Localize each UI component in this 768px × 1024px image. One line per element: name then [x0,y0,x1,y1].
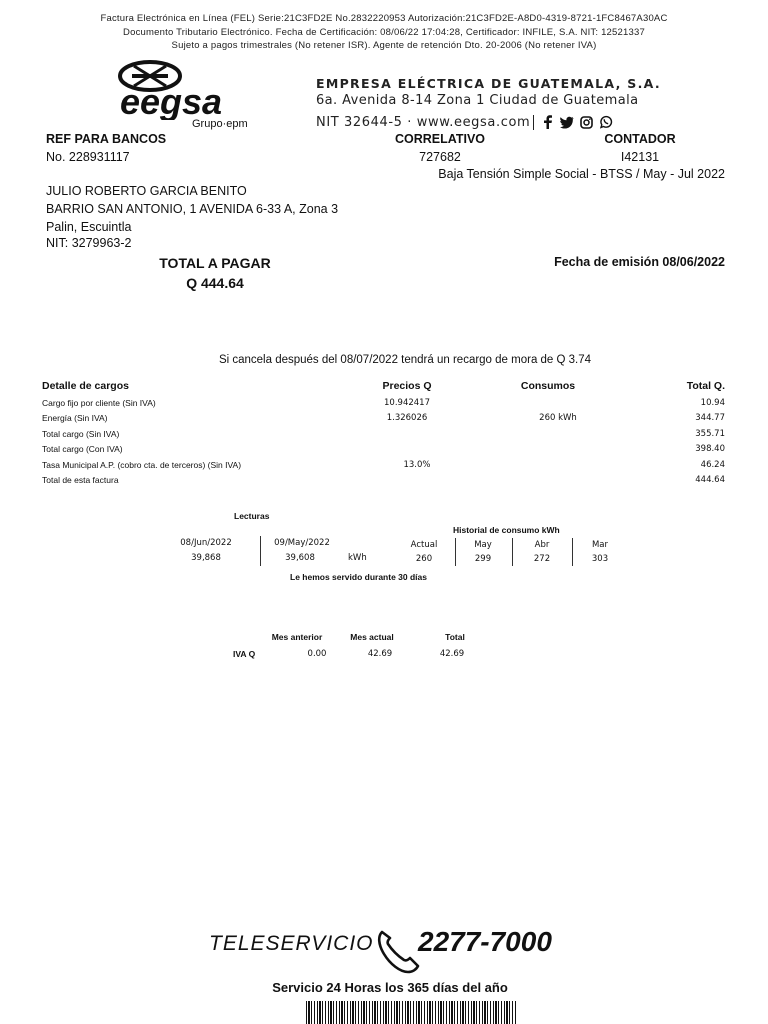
instagram-icon[interactable] [580,116,593,129]
tariff-period: Baja Tensión Simple Social - BTSS / May - Jul 2022 [438,167,725,181]
history-value-may: 299 [474,554,492,564]
charge-row-desc: Total cargo (Con IVA) [42,444,123,454]
charges-header-consumption: Consumos [520,380,576,392]
facebook-icon[interactable] [542,115,554,129]
history-title: Historial de consumo kWh [453,525,560,535]
charge-row-desc: Cargo fijo por cliente (Sin IVA) [42,398,156,408]
customer-address-2: Palin, Escuintla [46,220,132,234]
emission-date: Fecha de emisión 08/06/2022 [554,255,725,269]
iva-row-label: IVA Q [233,649,256,659]
history-label-may: May [474,540,492,550]
service-days: Le hemos servido durante 30 días [290,572,427,582]
service-hours: Servicio 24 Horas los 365 días del año [272,980,508,995]
iva-header-current: Mes actual [350,632,394,642]
fel-line-1: Factura Electrónica en Línea (FEL) Serie:21C3FD2E No.2832220953 Autorización:21C3FD2E-A8D0-4319-8721-1FC8467A30AC [100,13,668,24]
charge-row-total: 355.71 [695,429,725,439]
correlativo-label: CORRELATIVO [394,132,486,146]
history-value-actual: 260 [415,554,433,564]
customer-address-1: BARRIO SAN ANTONIO, 1 AVENIDA 6-33 A, Zona 3 [46,202,339,216]
charges-header-price: Precios Q [382,380,432,392]
charge-row-desc: Tasa Municipal A.P. (cobro cta. de terceros) (Sin IVA) [42,460,242,470]
fel-line-3: Sujeto a pagos trimestrales (No retener ISR). Agente de retención Dto. 20-2006 (No retener IVA) [171,40,597,51]
charge-row-total: 344.77 [695,413,725,423]
reading-date-current: 08/Jun/2022 [180,538,232,548]
customer-name: JULIO ROBERTO GARCIA BENITO [46,184,247,198]
iva-value-total: 42.69 [439,649,465,659]
ref-bancos-label: REF PARA BANCOS [46,132,167,146]
iva-value-previous: 0.00 [307,649,327,659]
charge-row-total: 398.40 [695,444,725,454]
charges-header-total: Total Q. [686,380,725,392]
correlativo-value: 727682 [419,150,461,164]
eegsa-logo [114,58,264,138]
readings-title: Lecturas [234,511,270,521]
iva-value-current: 42.69 [367,649,393,659]
reading-date-previous: 09/May/2022 [274,538,330,548]
contador-value: I42131 [620,150,660,164]
charge-row-consumption: 260 kWh [539,413,577,423]
charge-row-total: 10.94 [700,398,725,408]
charge-row-total: 46.24 [700,460,725,470]
reading-value-current: 39,868 [191,553,221,563]
reading-unit: kWh [348,553,367,563]
charge-row-desc: Total de esta factura [42,475,119,485]
history-label-abr: Abr [534,540,550,550]
ref-bancos-value: No. 228931117 [46,150,130,164]
social-icons [533,114,613,130]
total-label: TOTAL A PAGAR [159,255,271,271]
twitter-icon[interactable] [560,116,574,129]
charge-row-desc: Total cargo (Sin IVA) [42,429,120,439]
history-value-abr: 272 [533,554,551,564]
whatsapp-icon[interactable] [599,115,613,129]
eegsa-logo-icon [114,58,264,120]
barcode [306,1001,516,1024]
fel-line-2: Documento Tributario Electrónico. Fecha de Certificación: 08/06/22 17:04:28, Certificador: INFILE, S.A. NIT: 12521337 [123,27,645,38]
company-name: EMPRESA ELÉCTRICA DE GUATEMALA, S.A. [316,76,661,91]
late-fee-notice: Si cancela después del 08/07/2022 tendrá un recargo de mora de Q 3.74 [218,354,592,366]
charge-row-total: 444.64 [695,475,725,485]
iva-header-total: Total [445,632,465,642]
charges-header-detail: Detalle de cargos [42,380,129,392]
history-value-mar: 303 [591,554,609,564]
logo-subtitle: Grupo·epm [192,118,248,130]
teleservicio-phone[interactable]: 2277-7000 [418,926,552,957]
contador-label: CONTADOR [604,132,676,146]
logo-wordmark: eegsa [120,81,223,120]
company-address: 6a. Avenida 8-14 Zona 1 Ciudad de Guatemala [316,93,639,108]
charge-row-desc: Energía (Sin IVA) [42,413,108,423]
company-nit-web: NIT 32644-5 · www.eegsa.com [316,115,531,130]
reading-value-previous: 39,608 [285,553,315,563]
teleservicio-label: TELESERVICIO [209,932,374,955]
history-label-actual: Actual [410,540,438,550]
charge-row-price: 1.326026 [386,413,428,423]
charge-row-price: 10.942417 [384,398,430,408]
phone-icon [376,926,420,976]
customer-nit: NIT: 3279963-2 [46,236,132,250]
total-amount: Q 444.64 [186,275,244,291]
history-label-mar: Mar [591,540,609,550]
charge-row-price: 13.0% [403,460,431,470]
iva-header-previous: Mes anterior [271,632,323,642]
